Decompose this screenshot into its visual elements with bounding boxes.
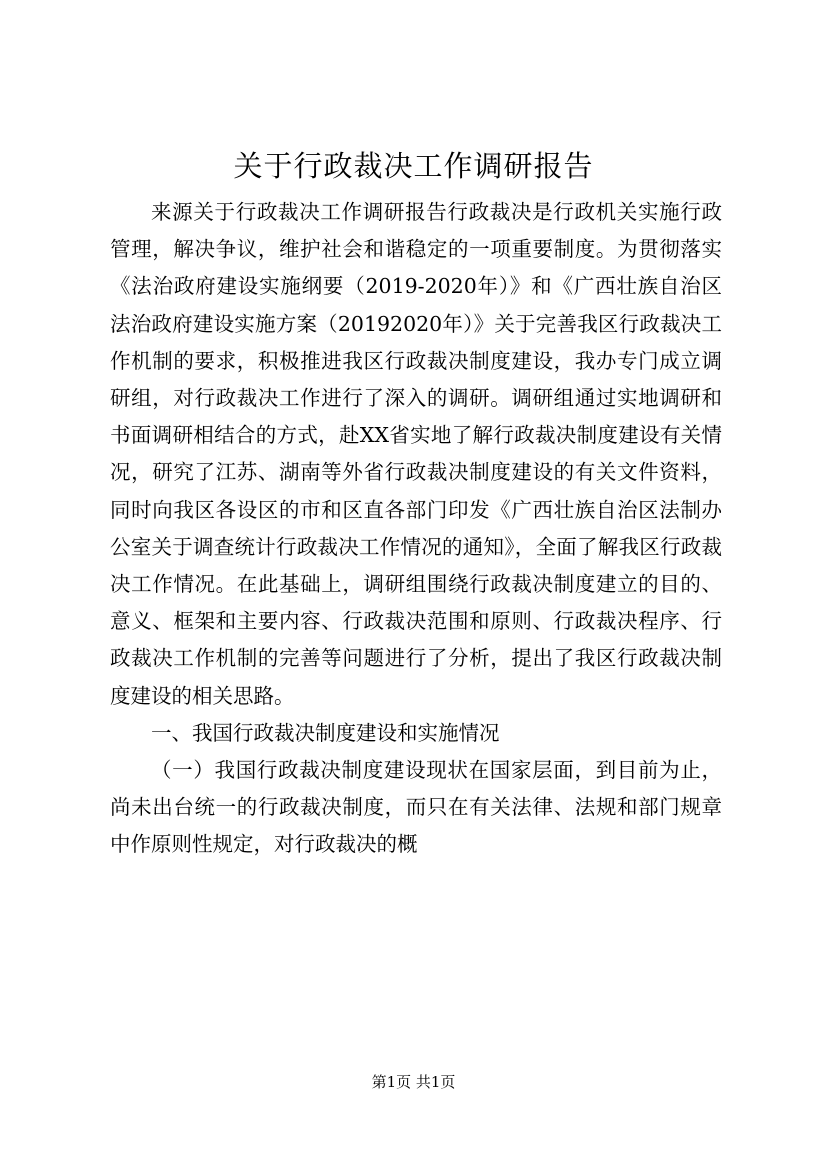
paragraph-section-1: （一）我国行政裁决制度建设现状在国家层面，到目前为止，尚未出台统一的行政裁决制度，而只在有关法律、法规和部门规章中作原则性规定，对行政裁决的概 <box>110 758 722 857</box>
paragraph-intro: 来源关于行政裁决工作调研报告行政裁决是行政机关实施行政管理，解决争议，维护社会和谐稳定的一项重要制度。为贯彻落实《法治政府建设实施纲要（2019-2020年）》和《广西壮族自治区法治政府建设实施方案（20192020年）》关于完善我区行政裁决工作机制的要求，积极推进我区行政裁决制度建设，我办专门成立调研组，对行政裁决工作进行了深入的调研。调研组通过实地调研和书面调研相结合的方式，赴XX省实地了解行政裁决制度建设有关情况，研究了江苏、湖南等外省行政裁决制度建设的有关文件资料，同时向我区各设区的市和区直各部门印发《广西壮族自治区法制办公室关于调查统计行政裁决工作情况的通知》，全面了解我区行政裁决工作情况。在此基础上，调研组围绕行政裁决制度建立的目的、意义、框架和主要内容、行政裁决范围和原则、行政裁决程序、行政裁决工作机制的完善等问题进行了分析，提出了我区行政裁决制度建设的相关思路。 <box>110 200 722 708</box>
document-title: 关于行政裁决工作调研报告 <box>233 149 594 183</box>
section-heading: 一、我国行政裁决制度建设和实施情况 <box>151 720 500 745</box>
document-body <box>110 194 722 864</box>
page-footer: 第1页 共1页 <box>371 1073 456 1091</box>
